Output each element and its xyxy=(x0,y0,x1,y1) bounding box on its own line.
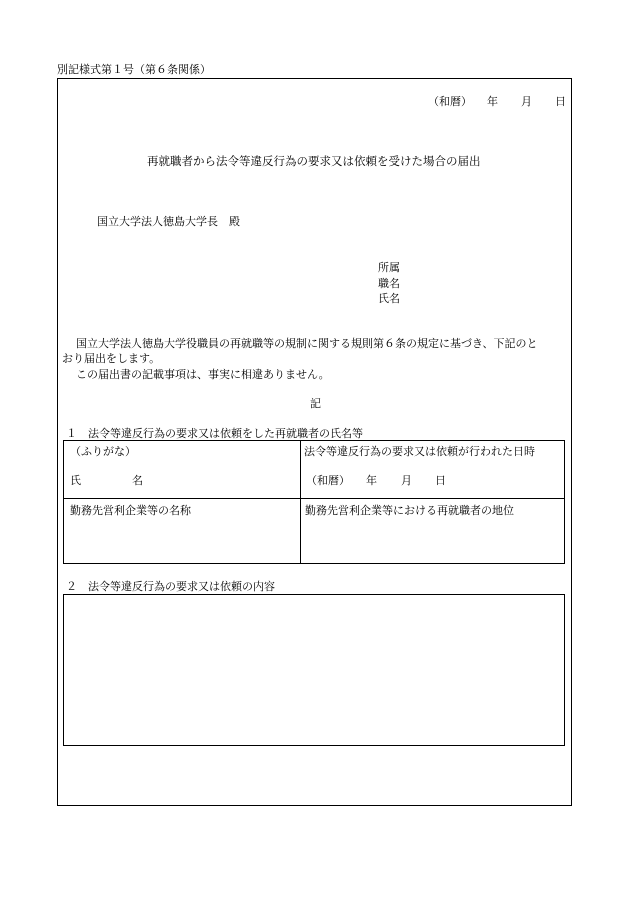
request-date-era: （和暦） xyxy=(306,474,350,487)
date-era: （和暦） xyxy=(428,95,472,108)
name-mei-label: 名 xyxy=(132,474,143,487)
company-position-label: 勤務先営利企業等における再就職者の地位 xyxy=(305,504,514,517)
date-day: 日 xyxy=(555,95,566,108)
section2-content-box xyxy=(63,594,565,746)
request-date-year: 年 xyxy=(366,474,377,487)
section1-heading: １ 法令等違反行為の要求又は依頼をした再就職者の氏名等 xyxy=(66,427,363,440)
date-month: 月 xyxy=(521,95,532,108)
date-year: 年 xyxy=(487,95,498,108)
applicant-affiliation-label: 所属 xyxy=(378,261,400,274)
applicant-name-label: 氏名 xyxy=(378,292,400,305)
body-line-3: この届出書の記載事項は、事実に相違ありません。 xyxy=(76,368,330,381)
document-title: 再就職者から法令等違反行為の要求又は依頼を受けた場合の届出 xyxy=(147,154,481,168)
company-name-label: 勤務先営利企業等の名称 xyxy=(70,504,191,517)
ki-marker: 記 xyxy=(310,397,321,410)
name-shi-label: 氏 xyxy=(70,474,81,487)
section1-table xyxy=(63,440,565,564)
furigana-label: （ふりがな） xyxy=(70,445,136,458)
form-label: 別記様式第１号（第６条関係） xyxy=(57,63,211,76)
section2-heading: ２ 法令等違反行為の要求又は依頼の内容 xyxy=(66,580,275,593)
table-vertical-divider xyxy=(300,441,301,563)
applicant-position-label: 職名 xyxy=(378,277,400,290)
body-line-1: 国立大学法人徳島大学役職員の再就職等の規制に関する規則第６条の規定に基づき、下記のと xyxy=(76,337,538,350)
request-date-month: 月 xyxy=(401,474,412,487)
request-date-day: 日 xyxy=(435,474,446,487)
table-horizontal-divider xyxy=(64,498,564,499)
body-line-2: おり届出をします。 xyxy=(62,352,161,365)
request-date-heading: 法令等違反行為の要求又は依頼が行われた日時 xyxy=(304,445,535,458)
addressee: 国立大学法人徳島大学長 殿 xyxy=(97,215,240,228)
